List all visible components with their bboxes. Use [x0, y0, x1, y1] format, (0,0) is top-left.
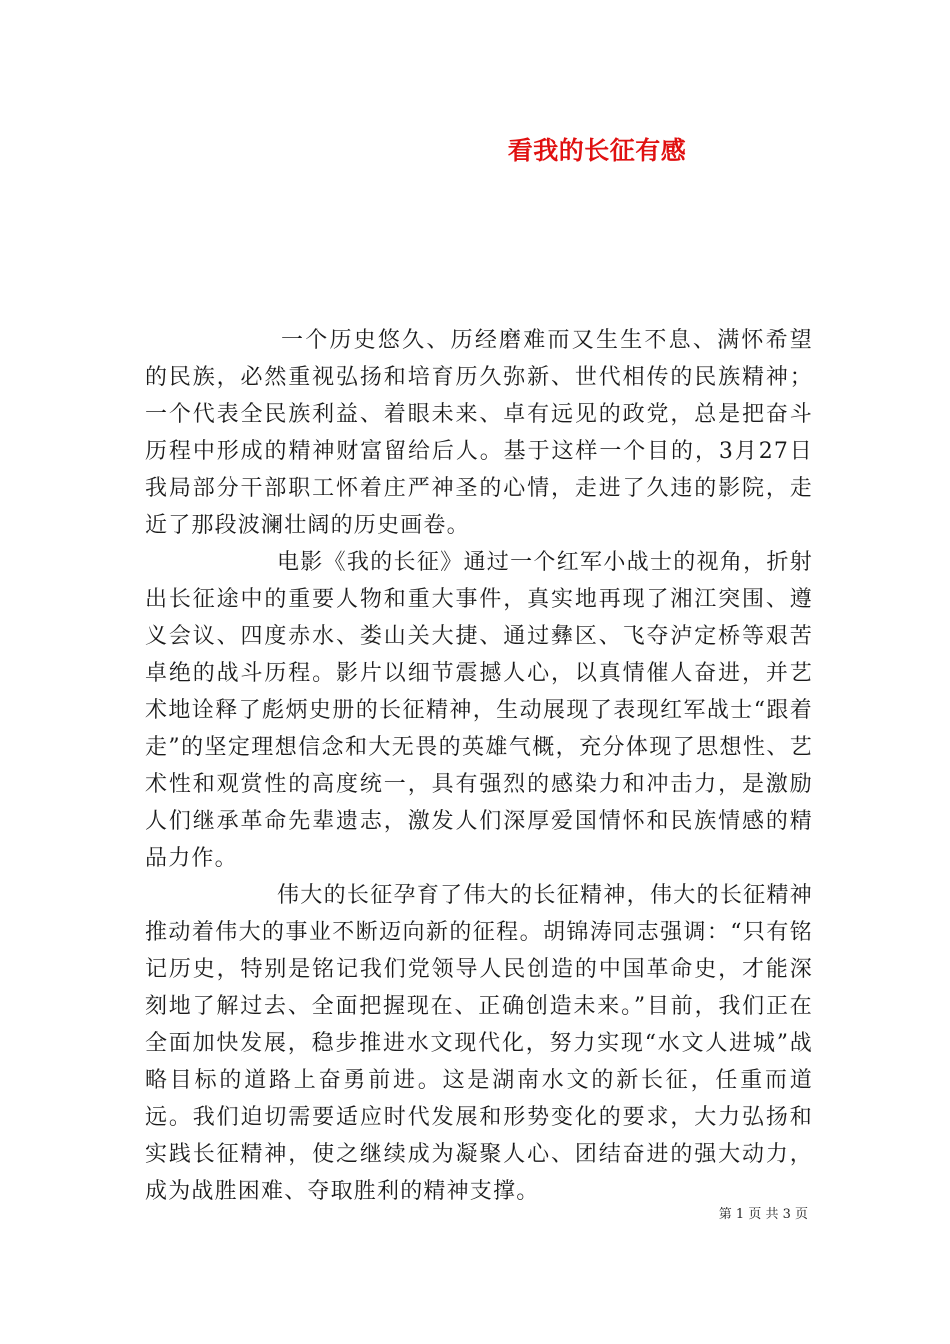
document-title-wrapper [0, 131, 950, 167]
paragraph-3: 伟大的长征孕育了伟大的长征精神，伟大的长征精神推动着伟大的事业不断迈向新的征程。胡锦涛同志强调：“只有铭记历史，特别是铭记我们党领导人民创造的中国革命史，才能深刻地了解过去、全面把握现在、正确创造未来。”目前，我们正在全面加快发展，稳步推进水文现代化，努力实现“水文人进城”战略目标的道路上奋勇前进。这是湖南水文的新长征，任重而道远。我们迫切需要适应时代发展和形势变化的要求，大力弘扬和实践长征精神，使之继续成为凝聚人心、团结奋进的强大动力，成为战胜困难、夺取胜利的精神支撑。 [145, 883, 813, 1204]
document-body [145, 322, 813, 1210]
document-title: 看我的长征有感 [507, 136, 687, 165]
paragraph-1: 一个历史悠久、历经磨难而又生生不息、满怀希望的民族，必然重视弘扬和培育历久弥新、世代相传的民族精神；一个代表全民族利益、着眼未来、卓有远见的政党，总是把奋斗历程中形成的精神财富留给后人。基于这样一个目的，3月27日我局部分干部职工怀着庄严神圣的心情，走进了久违的影院，走近了那段波澜壮阔的历史画卷。 [145, 328, 813, 538]
page-footer: 第 1 页 共 3 页 [718, 1207, 808, 1222]
paragraph-2: 电影《我的长征》通过一个红军小战士的视角，折射出长征途中的重要人物和重大事件，真实地再现了湘江突围、遵义会议、四度赤水、娄山关大捷、通过彝区、飞夺泸定桥等艰苦卓绝的战斗历程。影片以细节震撼人心，以真情催人奋进，并艺术地诠释了彪炳史册的长征精神，生动展现了表现红军战士“跟着走”的坚定理想信念和大无畏的英雄气概，充分体现了思想性、艺术性和观赏性的高度统一，具有强烈的感染力和冲击力，是激励人们继承革命先辈遗志，激发人们深厚爱国情怀和民族情感的精品力作。 [145, 550, 813, 871]
